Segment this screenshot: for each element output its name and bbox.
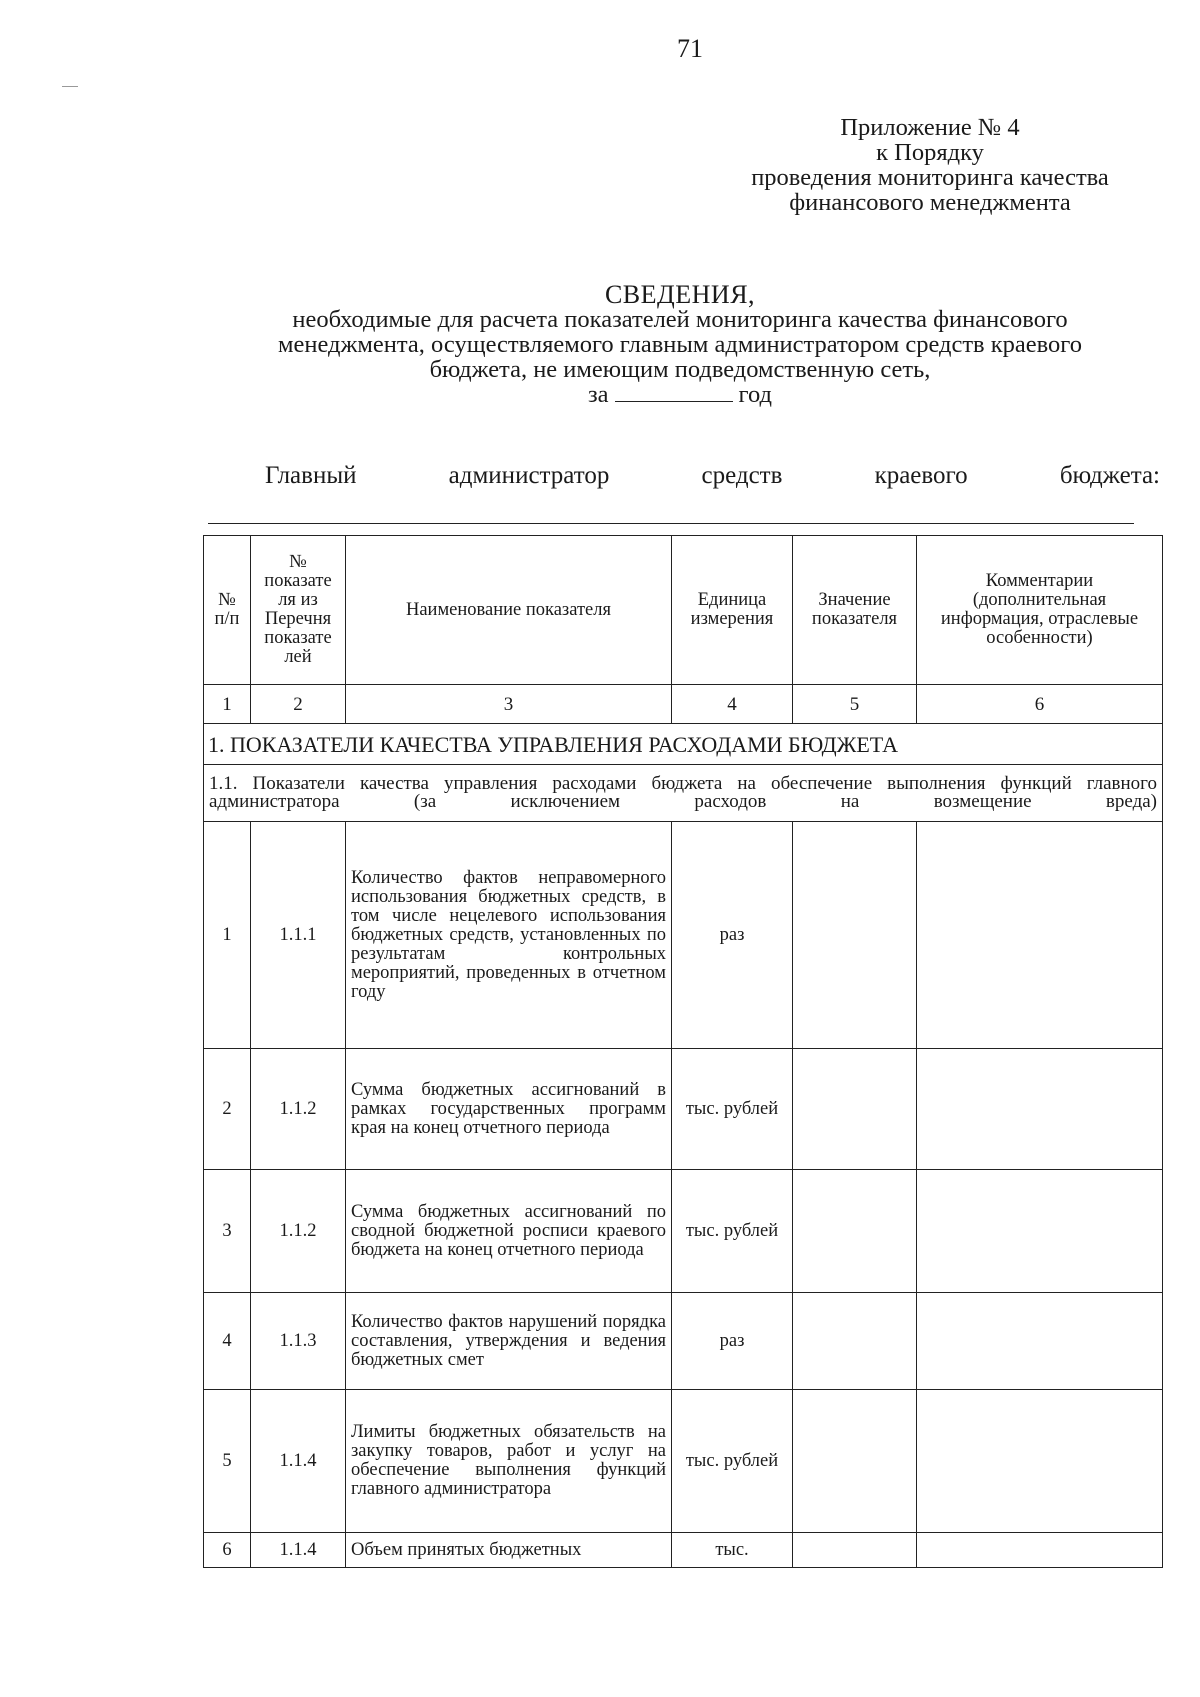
reporting-year-line bbox=[200, 382, 1160, 407]
row-number: 6 bbox=[204, 1533, 251, 1568]
administrator-blank-field[interactable] bbox=[208, 523, 1134, 524]
table-row bbox=[204, 822, 1163, 1049]
admin-word: бюджета: bbox=[1059, 462, 1160, 489]
unit-of-measure: тыс. рублей bbox=[672, 1049, 793, 1170]
indicator-code: 1.1.2 bbox=[251, 1170, 346, 1293]
row-number: 4 bbox=[204, 1293, 251, 1390]
indicator-name: Объем принятых бюджетных bbox=[346, 1533, 672, 1568]
admin-word: краевого bbox=[874, 462, 968, 489]
column-number: 3 bbox=[346, 685, 672, 724]
column-number: 5 bbox=[793, 685, 917, 724]
title-line: менеджмента, осуществляемого главным администратором средств краевого bbox=[277, 331, 1082, 358]
indicator-code: 1.1.4 bbox=[251, 1390, 346, 1533]
admin-word: средств bbox=[701, 462, 783, 489]
indicator-code: 1.1.2 bbox=[251, 1049, 346, 1170]
header-cell: № п/п bbox=[204, 536, 251, 685]
section-row bbox=[204, 724, 1163, 765]
unit-of-measure: тыс. рублей bbox=[672, 1390, 793, 1533]
header-cell: Единица измерения bbox=[672, 536, 793, 685]
column-number: 1 bbox=[204, 685, 251, 724]
year-prefix: за bbox=[587, 381, 609, 408]
header-cell: Комментарии (дополнительная информация, отраслевые особенности) bbox=[917, 536, 1163, 685]
indicator-name: Количество фактов неправомерного использования бюджетных средств, в том числе нецелевого использования бюджетных средств, установленных по результатам контрольных мероприятий, проведенных в отчетном году bbox=[346, 822, 672, 1049]
header-cell: № показате ля из Перечня показате лей bbox=[251, 536, 346, 685]
title-line: бюджета, не имеющим подведомственную сеть, bbox=[429, 356, 931, 383]
unit-of-measure: раз bbox=[672, 822, 793, 1049]
indicator-value-cell[interactable] bbox=[793, 1390, 917, 1533]
page-number: 71 bbox=[677, 34, 703, 63]
appendix-line: к Порядку bbox=[876, 139, 984, 166]
row-number: 5 bbox=[204, 1390, 251, 1533]
appendix-line: проведения мониторинга качества bbox=[751, 164, 1109, 191]
column-number: 4 bbox=[672, 685, 793, 724]
subsection-row bbox=[204, 765, 1163, 822]
indicators-table bbox=[203, 535, 1163, 1568]
table-row bbox=[204, 1390, 1163, 1533]
row-number: 2 bbox=[204, 1049, 251, 1170]
comment-cell[interactable] bbox=[917, 1390, 1163, 1533]
table-row bbox=[204, 1170, 1163, 1293]
comment-cell[interactable] bbox=[917, 822, 1163, 1049]
row-number: 1 bbox=[204, 822, 251, 1049]
header-cell: Наименование показателя bbox=[346, 536, 672, 685]
document-title-block bbox=[200, 282, 1160, 407]
indicator-value-cell[interactable] bbox=[793, 1170, 917, 1293]
comment-cell[interactable] bbox=[917, 1170, 1163, 1293]
scan-artifact bbox=[62, 86, 78, 87]
admin-word: администратор bbox=[448, 462, 610, 489]
comment-cell[interactable] bbox=[917, 1533, 1163, 1568]
indicator-value-cell[interactable] bbox=[793, 1049, 917, 1170]
indicator-name: Сумма бюджетных ассигнований в рамках государственных программ края на конец отчетного периода bbox=[346, 1049, 672, 1170]
document-title: СВЕДЕНИЯ, bbox=[604, 280, 756, 309]
row-number: 3 bbox=[204, 1170, 251, 1293]
indicator-name: Количество фактов нарушений порядка составления, утверждения и ведения бюджетных смет bbox=[346, 1293, 672, 1390]
appendix-line: финансового менеджмента bbox=[789, 189, 1071, 216]
year-suffix: год bbox=[738, 381, 772, 408]
table-header-row bbox=[204, 536, 1163, 685]
year-blank-field[interactable] bbox=[615, 383, 733, 402]
title-line: необходимые для расчета показателей мониторинга качества финансового bbox=[292, 306, 1068, 333]
column-number-row bbox=[204, 685, 1163, 724]
indicator-code: 1.1.4 bbox=[251, 1533, 346, 1568]
section-title: 1. ПОКАЗАТЕЛИ КАЧЕСТВА УПРАВЛЕНИЯ РАСХОДАМИ БЮДЖЕТА bbox=[204, 724, 1163, 765]
comment-cell[interactable] bbox=[917, 1293, 1163, 1390]
unit-of-measure: раз bbox=[672, 1293, 793, 1390]
administrator-label bbox=[265, 462, 1160, 490]
header-cell: Значение показателя bbox=[793, 536, 917, 685]
appendix-reference bbox=[700, 115, 1160, 215]
table-row bbox=[204, 1533, 1163, 1568]
subsection-title: 1.1. Показатели качества управления расходами бюджета на обеспечение выполнения функций главного администратора (за исключением расходов на возмещение вреда) bbox=[204, 765, 1163, 822]
unit-of-measure: тыс. рублей bbox=[672, 1170, 793, 1293]
column-number: 2 bbox=[251, 685, 346, 724]
indicator-name: Лимиты бюджетных обязательств на закупку товаров, работ и услуг на обеспечение выполнения функций главного администратора bbox=[346, 1390, 672, 1533]
table-row bbox=[204, 1293, 1163, 1390]
unit-of-measure: тыс. bbox=[672, 1533, 793, 1568]
indicator-code: 1.1.1 bbox=[251, 822, 346, 1049]
indicator-name: Сумма бюджетных ассигнований по сводной бюджетной росписи краевого бюджета на конец отчетного периода bbox=[346, 1170, 672, 1293]
comment-cell[interactable] bbox=[917, 1049, 1163, 1170]
admin-word: Главный bbox=[265, 462, 357, 489]
column-number: 6 bbox=[917, 685, 1163, 724]
table-row bbox=[204, 1049, 1163, 1170]
indicator-code: 1.1.3 bbox=[251, 1293, 346, 1390]
appendix-line: Приложение № 4 bbox=[840, 114, 1020, 141]
indicator-value-cell[interactable] bbox=[793, 1533, 917, 1568]
indicator-value-cell[interactable] bbox=[793, 822, 917, 1049]
indicator-value-cell[interactable] bbox=[793, 1293, 917, 1390]
